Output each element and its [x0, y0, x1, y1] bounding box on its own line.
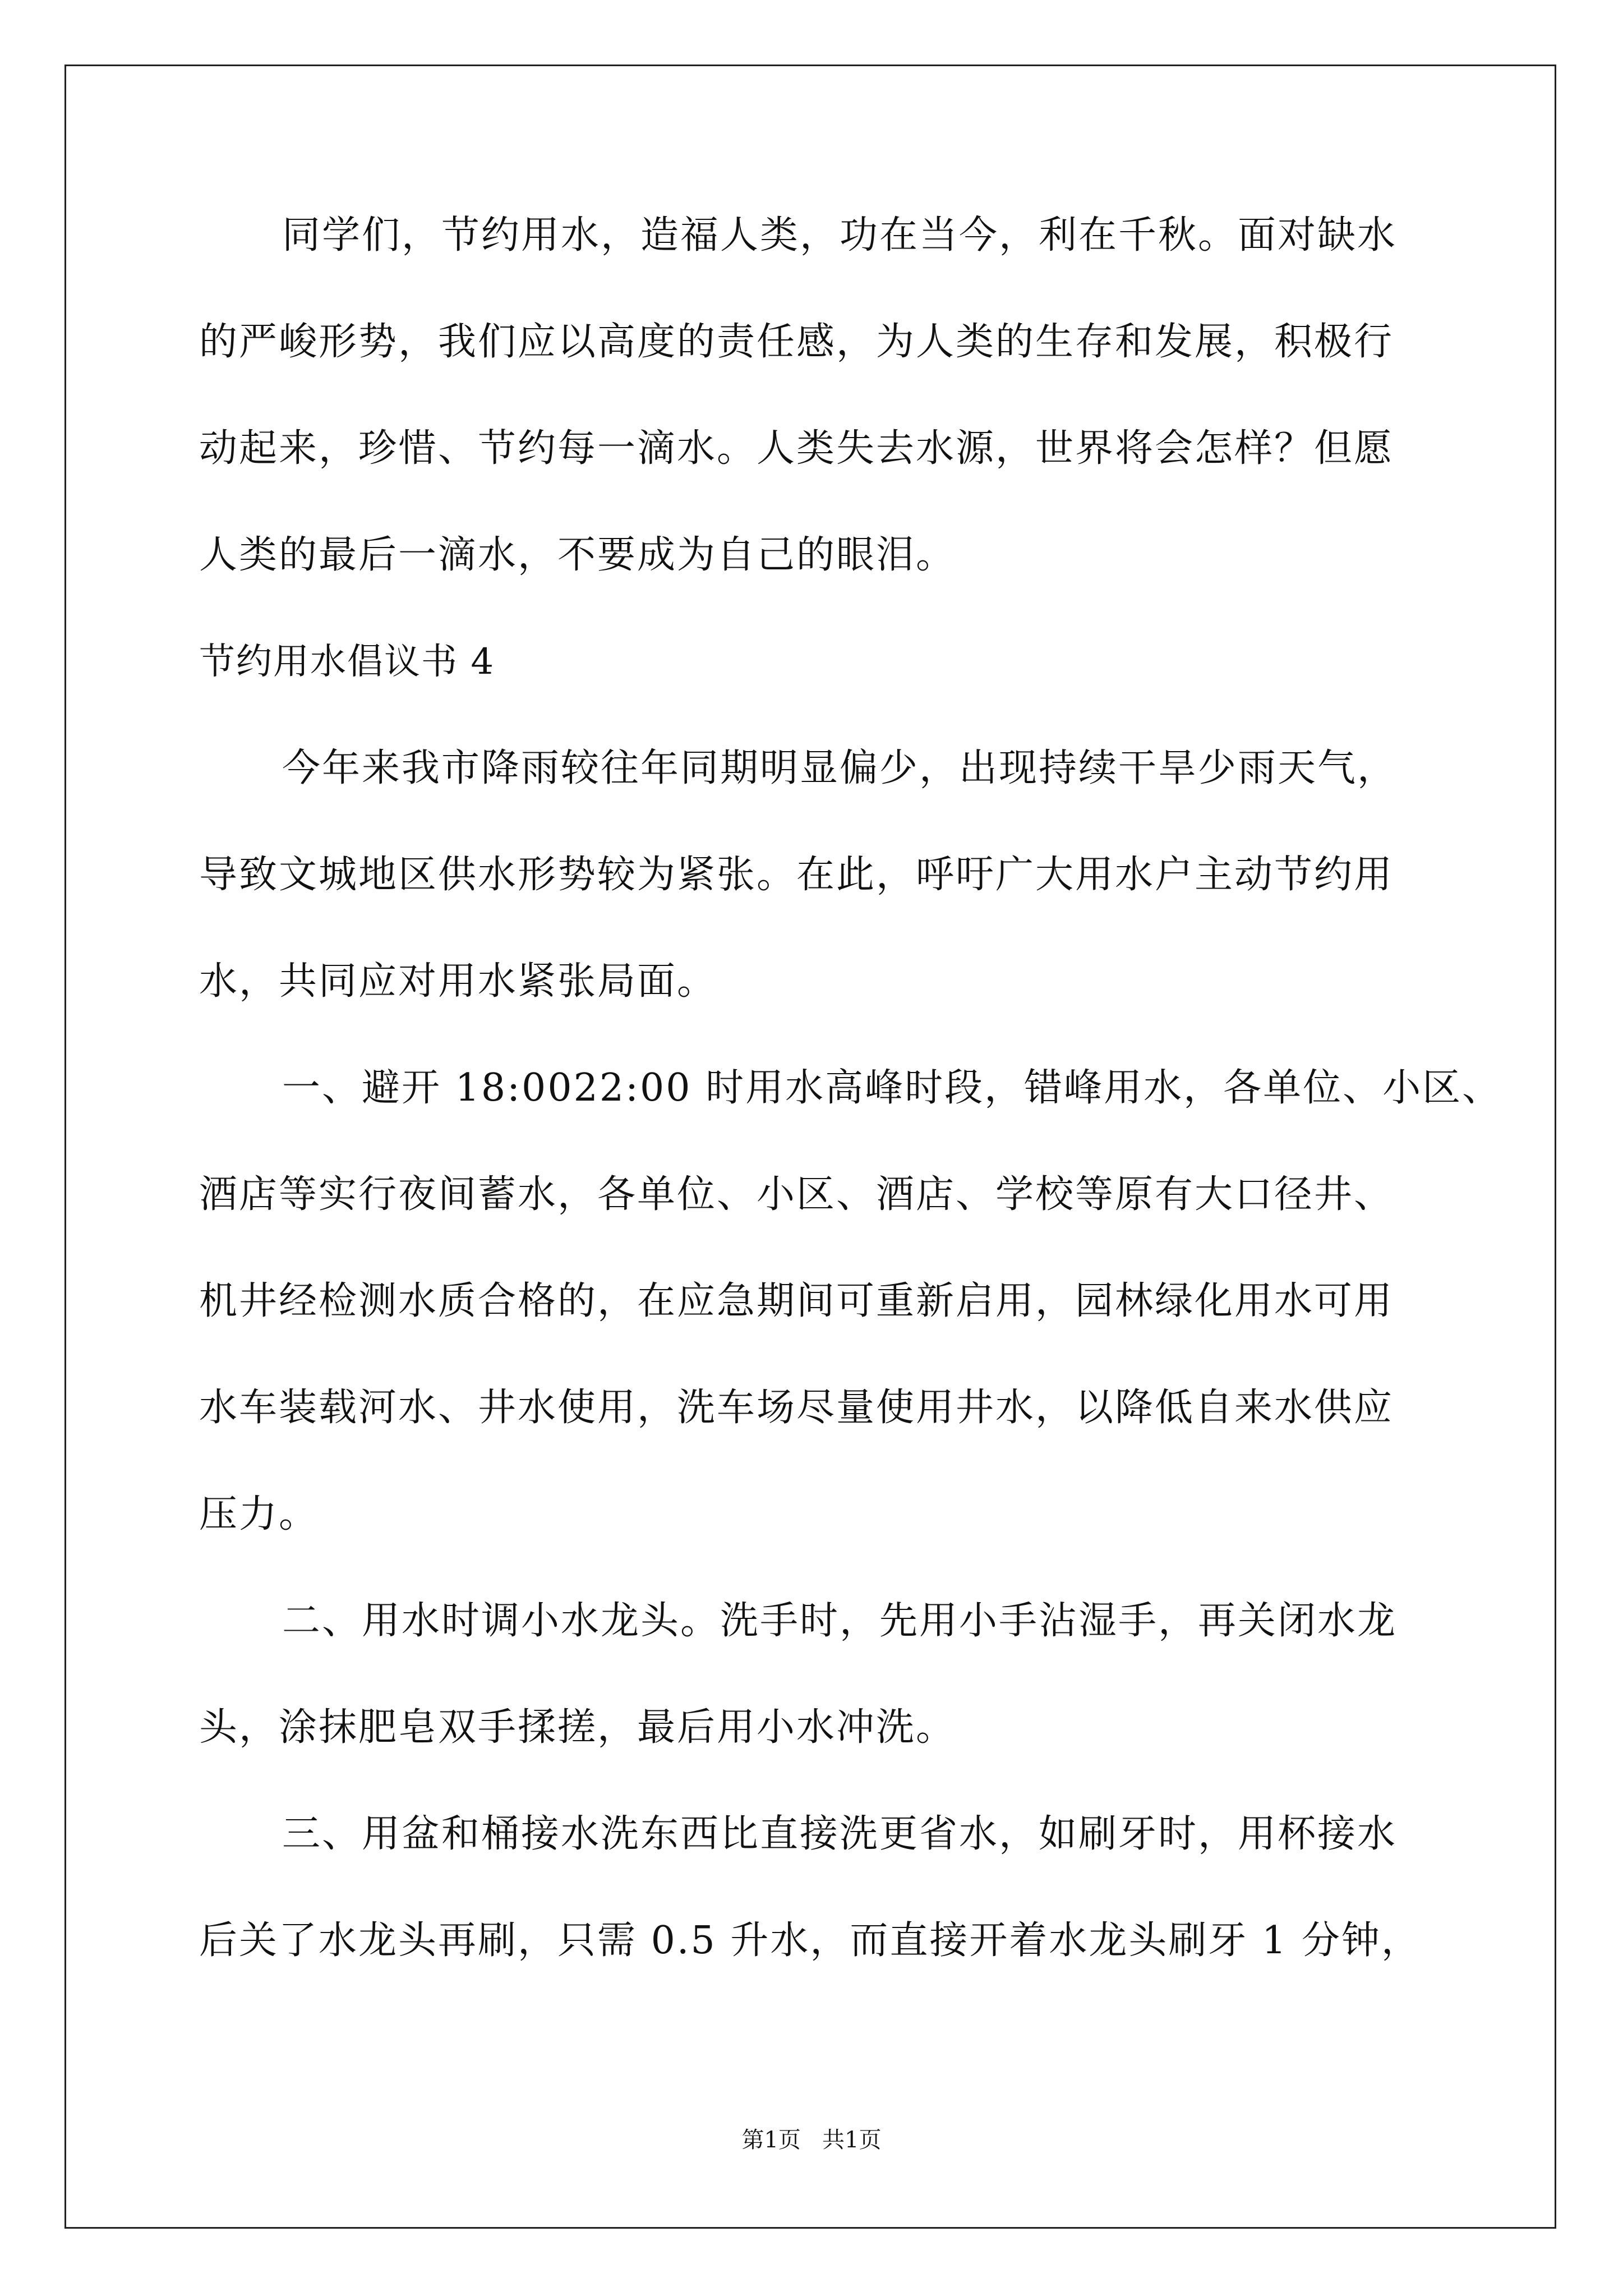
paragraph-line: 三、用盆和桶接水洗东西比直接洗更省水，如刷牙时，用杯接水 [282, 1812, 1398, 1856]
paragraph-line: 后关了水龙头再刷，只需 0.5 升水，而直接开着水龙头刷牙 1 分钟， [199, 1918, 1421, 1963]
paragraph-line: 动起来，珍惜、节约每一滴水。人类失去水源，世界将会怎样？但愿 [199, 426, 1394, 471]
paragraph-line: 今年来我市降雨较往年同期明显偏少，出现持续干旱少雨天气， [282, 746, 1398, 790]
paragraph-line: 压力。 [199, 1492, 319, 1536]
paragraph-line: 人类的最后一滴水，不要成为自己的眼泪。 [199, 533, 956, 577]
paragraph-line: 水车装载河水、井水使用，洗车场尽量使用井水，以降低自来水供应 [199, 1386, 1394, 1430]
paragraph-line: 导致文城地区供水形势较为紧张。在此，呼吁广大用水户主动节约用 [199, 853, 1394, 897]
paragraph-line: 同学们，节约用水，造福人类，功在当今，利在千秋。面对缺水 [282, 213, 1398, 257]
paragraph-line: 水，共同应对用水紧张局面。 [199, 959, 717, 1004]
paragraph-line: 机井经检测水质合格的，在应急期间可重新启用，园林绿化用水可用 [199, 1279, 1394, 1323]
paragraph-line: 的严峻形势，我们应以高度的责任感，为人类的生存和发展，积极行 [199, 320, 1394, 364]
page-border [64, 65, 1556, 2229]
section-heading: 节约用水倡议书 4 [199, 641, 495, 683]
paragraph-line: 头，涂抹肥皂双手揉搓，最后用小水冲洗。 [199, 1705, 956, 1750]
paragraph-line: 一、避开 18:0022:00 时用水高峰时段，错峰用水，各单位、小区、 [282, 1066, 1502, 1110]
paragraph-line: 二、用水时调小水龙头。洗手时，先用小手沾湿手，再关闭水龙 [282, 1599, 1398, 1643]
paragraph-line: 酒店等实行夜间蓄水，各单位、小区、酒店、学校等原有大口径井、 [199, 1172, 1394, 1217]
page-footer: 第1页 共1页 [741, 2127, 882, 2153]
